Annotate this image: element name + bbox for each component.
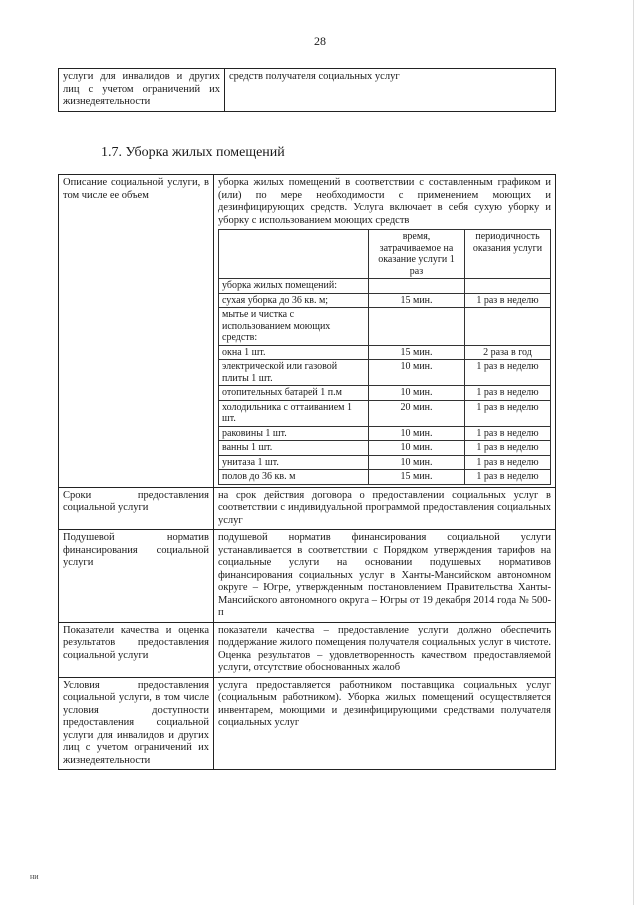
terms-text: на срок действия договора о предоставлении социальных услуг в соответствии с индивидуальной программой предоставления социальных услуг xyxy=(214,487,556,530)
schedule-time: 10 мин. xyxy=(369,441,465,456)
schedule-item: унитаза 1 шт. xyxy=(219,455,369,470)
schedule-item: раковины 1 шт. xyxy=(219,426,369,441)
footer-mark: ни xyxy=(30,872,39,881)
section-title: 1.7. Уборка жилых помещений xyxy=(101,145,285,160)
schedule-item: мытье и чистка с использованием моющих средств: xyxy=(219,308,369,346)
schedule-time: 20 мин. xyxy=(369,400,465,426)
norm-label: Подушевой норматив финансирования социальной услуги xyxy=(59,530,214,623)
continuation-label: услуги для инвалидов и других лиц с учетом ограничений их жизнедеятельности xyxy=(59,69,225,112)
description-label: Описание социальной услуги, в том числе ее объем xyxy=(59,175,214,488)
quality-label: Показатели качества и оценка результатов предоставления социальной услуги xyxy=(59,622,214,677)
schedule-frequency: 1 раз в неделю xyxy=(465,360,551,386)
table-row xyxy=(59,530,556,623)
schedule-item: полов до 36 кв. м xyxy=(219,470,369,485)
schedule-header-frequency: периодичность оказания услуги xyxy=(465,230,551,279)
schedule-frequency: 1 раз в неделю xyxy=(465,293,551,308)
schedule-frequency: 1 раз в неделю xyxy=(465,426,551,441)
schedule-item: сухая уборка до 36 кв. м; xyxy=(219,293,369,308)
schedule-item: холодильника с оттаиванием 1 шт. xyxy=(219,400,369,426)
schedule-row xyxy=(219,386,551,401)
table-row xyxy=(59,622,556,677)
schedule-header-time: время, затрачиваемое на оказание услуги 1 раз xyxy=(369,230,465,279)
schedule-row xyxy=(219,279,551,294)
schedule-frequency: 1 раз в неделю xyxy=(465,455,551,470)
schedule-header-item xyxy=(219,230,369,279)
schedule-item: электрической или газовой плиты 1 шт. xyxy=(219,360,369,386)
schedule-row xyxy=(219,308,551,346)
schedule-table xyxy=(218,229,551,485)
schedule-item: отопительных батарей 1 п.м xyxy=(219,386,369,401)
schedule-time: 10 мин. xyxy=(369,360,465,386)
schedule-time: 15 мин. xyxy=(369,470,465,485)
schedule-frequency: 1 раз в неделю xyxy=(465,441,551,456)
conditions-text: услуга предоставляется работником поставщика социальных услуг (социальным работником). Уборка жилых помещений осуществляется инвентарем, моющими и дезинфицирующими средствами получателя социальных услуг xyxy=(214,677,556,770)
continuation-text: средств получателя социальных услуг xyxy=(225,69,556,112)
table-row xyxy=(59,175,556,488)
conditions-label: Условия предоставления социальной услуги, в том числе условия доступности предоставления социальной услуги для инвалидов и других лиц с учетом ограничений их жизнедеятельности xyxy=(59,677,214,770)
continuation-table xyxy=(58,68,556,112)
table-row xyxy=(59,69,556,112)
schedule-row xyxy=(219,360,551,386)
scan-edge xyxy=(633,0,634,905)
norm-text: подушевой норматив финансирования социальной услуги устанавливается в соответствии с Порядком утверждения тарифов на социальные услуги на основании подушевых нормативов финансирования социальных услуг в Ханты-Мансийском автономном округе – Югре, утвержденным постановлением Правительства Ханты-Мансийского автономного округа – Югры от 19 декабря 2014 года № 500-п xyxy=(214,530,556,623)
description-text: уборка жилых помещений в соответствии с составленным графиком и (или) по мере необходимости с применением моющих и дезинфицирующих средств. Услуга включает в себя сухую уборку и уборку с использованием моющих средств xyxy=(218,177,551,226)
schedule-frequency: 1 раз в неделю xyxy=(465,386,551,401)
schedule-row xyxy=(219,400,551,426)
schedule-item: ванны 1 шт. xyxy=(219,441,369,456)
schedule-header-row xyxy=(219,230,551,279)
schedule-frequency xyxy=(465,279,551,294)
schedule-frequency xyxy=(465,308,551,346)
schedule-time: 10 мин. xyxy=(369,426,465,441)
schedule-row xyxy=(219,455,551,470)
quality-text: показатели качества – предоставление услуги должно обеспечить поддержание жилого помещения получателя социальных услуг в чистоте. Оценка результатов – удовлетворенность качеством предоставляемой услуги, отсутствие обоснованных жалоб xyxy=(214,622,556,677)
schedule-frequency: 1 раз в неделю xyxy=(465,400,551,426)
schedule-frequency: 2 раза в год xyxy=(465,345,551,360)
schedule-item: уборка жилых помещений: xyxy=(219,279,369,294)
schedule-frequency: 1 раз в неделю xyxy=(465,470,551,485)
page-number: 28 xyxy=(314,34,326,48)
table-row xyxy=(59,677,556,770)
schedule-row xyxy=(219,470,551,485)
schedule-time xyxy=(369,279,465,294)
service-table xyxy=(58,174,556,770)
table-row xyxy=(59,487,556,530)
schedule-time: 15 мин. xyxy=(369,293,465,308)
schedule-row xyxy=(219,345,551,360)
schedule-time: 10 мин. xyxy=(369,386,465,401)
schedule-item: окна 1 шт. xyxy=(219,345,369,360)
description-cell xyxy=(214,175,556,488)
schedule-row xyxy=(219,293,551,308)
terms-label: Сроки предоставления социальной услуги xyxy=(59,487,214,530)
schedule-row xyxy=(219,441,551,456)
schedule-row xyxy=(219,426,551,441)
schedule-time: 10 мин. xyxy=(369,455,465,470)
schedule-time: 15 мин. xyxy=(369,345,465,360)
schedule-time xyxy=(369,308,465,346)
